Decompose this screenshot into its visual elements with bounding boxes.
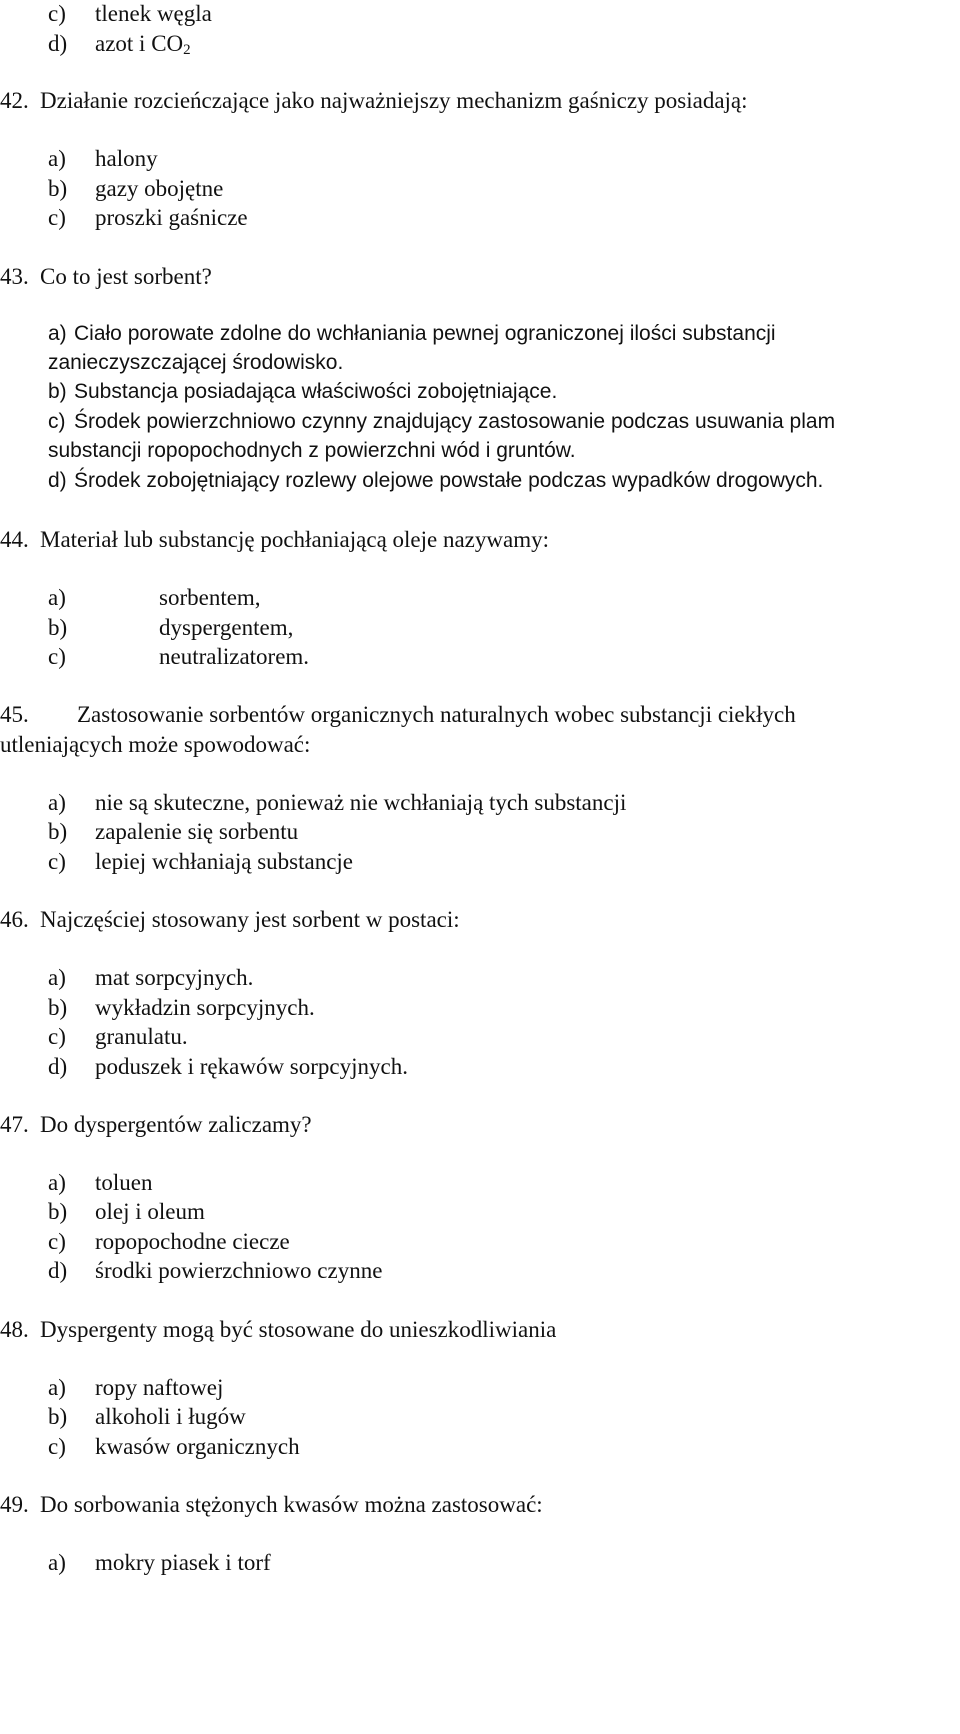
option-a — [48, 1374, 223, 1402]
question-42 — [0, 87, 748, 115]
option-c — [48, 643, 309, 671]
option-d — [48, 1053, 408, 1081]
option-text: zapalenie się sorbentu — [95, 819, 299, 844]
option-c-continued: substancji ropopochodnych z powierzchni wód i gruntów. — [48, 439, 576, 462]
option-b — [48, 1403, 246, 1431]
option-label: a) — [48, 585, 66, 610]
subscript: 2 — [183, 42, 191, 58]
question-number: 49. — [0, 1492, 29, 1517]
question-text: Zastosowanie sorbentów organicznych naturalnych wobec substancji ciekłych — [77, 702, 796, 727]
option-a — [48, 1549, 271, 1577]
option-a — [48, 145, 158, 173]
option-label: d) — [48, 1054, 68, 1079]
option-label: b) — [48, 615, 68, 640]
option-label: a) — [48, 1550, 66, 1575]
question-text: Materiał lub substancję pochłaniającą oleje nazywamy: — [40, 527, 549, 552]
option-label: d) — [48, 469, 67, 492]
option-b — [48, 614, 293, 642]
option-a — [48, 321, 776, 346]
option-label: b) — [48, 176, 68, 201]
question-48 — [0, 1316, 556, 1344]
question-number: 45. — [0, 702, 29, 727]
option-label: c) — [48, 205, 66, 230]
option-label: a) — [48, 1375, 66, 1400]
option-text: ropy naftowej — [95, 1375, 224, 1400]
option-text: środki powierzchniowo czynne — [95, 1258, 383, 1283]
option-text: nie są skuteczne, ponieważ nie wchłaniają tych substancji — [95, 790, 627, 815]
question-45 — [0, 701, 796, 729]
option-label: b) — [48, 995, 68, 1020]
question-number: 42. — [0, 88, 29, 113]
option-b — [48, 994, 315, 1022]
question-number: 47. — [0, 1112, 29, 1137]
option-label: d) — [48, 1258, 68, 1283]
option-label: c) — [48, 1434, 66, 1459]
question-45-continued: utleniających może spowodować: — [0, 732, 311, 757]
option-c — [48, 848, 353, 876]
option-label: a) — [48, 146, 66, 171]
option-d — [48, 468, 823, 493]
option-text: Środek zobojętniający rozlewy olejowe powstałe podczas wypadków drogowych. — [74, 469, 824, 492]
option-text: kwasów organicznych — [95, 1434, 300, 1459]
option-d — [48, 1257, 382, 1285]
option-c — [48, 1433, 300, 1461]
option-label: c) — [48, 644, 66, 669]
option-text: toluen — [95, 1170, 153, 1195]
option-label: a) — [48, 790, 66, 815]
option-c — [48, 0, 212, 28]
question-47 — [0, 1111, 312, 1139]
option-label: b) — [48, 1404, 68, 1429]
option-a-continued: zanieczyszczającej środowisko. — [48, 351, 344, 374]
option-a — [48, 789, 626, 817]
option-label: c) — [48, 1229, 66, 1254]
option-c — [48, 204, 248, 232]
question-number: 46. — [0, 907, 29, 932]
option-text: gazy obojętne — [95, 176, 224, 201]
option-text: olej i oleum — [95, 1199, 205, 1224]
option-label: c) — [48, 1024, 66, 1049]
option-label: a) — [48, 965, 66, 990]
option-c — [48, 409, 835, 434]
option-text: proszki gaśnicze — [95, 205, 248, 230]
option-label: a) — [48, 1170, 66, 1195]
option-text: wykładzin sorpcyjnych. — [95, 995, 315, 1020]
option-b — [48, 818, 298, 846]
option-text: azot i CO — [95, 31, 184, 56]
option-label: b) — [48, 1199, 68, 1224]
question-number: 43. — [0, 264, 29, 289]
option-label: b) — [48, 380, 67, 403]
option-text: dyspergentem, — [159, 615, 294, 640]
option-d — [48, 30, 191, 59]
option-b — [48, 379, 557, 404]
option-text: Ciało porowate zdolne do wchłaniania pewnej ograniczonej ilości substancji — [74, 322, 776, 345]
option-text: neutralizatorem. — [159, 644, 310, 669]
option-text: granulatu. — [95, 1024, 188, 1049]
option-text: sorbentem, — [159, 585, 261, 610]
question-text: Co to jest sorbent? — [40, 264, 212, 289]
question-43 — [0, 263, 212, 291]
question-text: Dyspergenty mogą być stosowane do unieszkodliwiania — [40, 1317, 557, 1342]
question-number: 48. — [0, 1317, 29, 1342]
question-text: Najczęściej stosowany jest sorbent w postaci: — [40, 907, 460, 932]
option-text: alkoholi i ługów — [95, 1404, 246, 1429]
option-a — [48, 1169, 153, 1197]
option-text: poduszek i rękawów sorpcyjnych. — [95, 1054, 408, 1079]
question-text: Do dyspergentów zaliczamy? — [40, 1112, 312, 1137]
option-text: lepiej wchłaniają substancje — [95, 849, 354, 874]
question-44 — [0, 526, 549, 554]
option-b — [48, 1198, 205, 1226]
option-text: Substancja posiadająca właściwości zobojętniające. — [74, 380, 558, 403]
option-text: halony — [95, 146, 158, 171]
question-text: Do sorbowania stężonych kwasów można zastosować: — [40, 1492, 543, 1517]
option-b — [48, 175, 223, 203]
option-text: mokry piasek i torf — [95, 1550, 271, 1575]
option-label: a) — [48, 322, 67, 345]
option-a — [48, 964, 253, 992]
option-text: tlenek węgla — [95, 1, 212, 26]
option-text: Środek powierzchniowo czynny znajdujący zastosowanie podczas usuwania plam — [74, 410, 836, 433]
option-a — [48, 584, 261, 612]
option-label: b) — [48, 819, 68, 844]
option-text: mat sorpcyjnych. — [95, 965, 254, 990]
option-label: c) — [48, 410, 66, 433]
option-text: ropopochodne ciecze — [95, 1229, 290, 1254]
option-c — [48, 1228, 290, 1256]
question-text: Działanie rozcieńczające jako najważniejszy mechanizm gaśniczy posiadają: — [40, 88, 748, 113]
question-49 — [0, 1491, 543, 1519]
question-46 — [0, 906, 460, 934]
option-label: c) — [48, 1, 66, 26]
option-label: d) — [48, 31, 68, 56]
question-number: 44. — [0, 527, 29, 552]
option-c — [48, 1023, 188, 1051]
option-label: c) — [48, 849, 66, 874]
